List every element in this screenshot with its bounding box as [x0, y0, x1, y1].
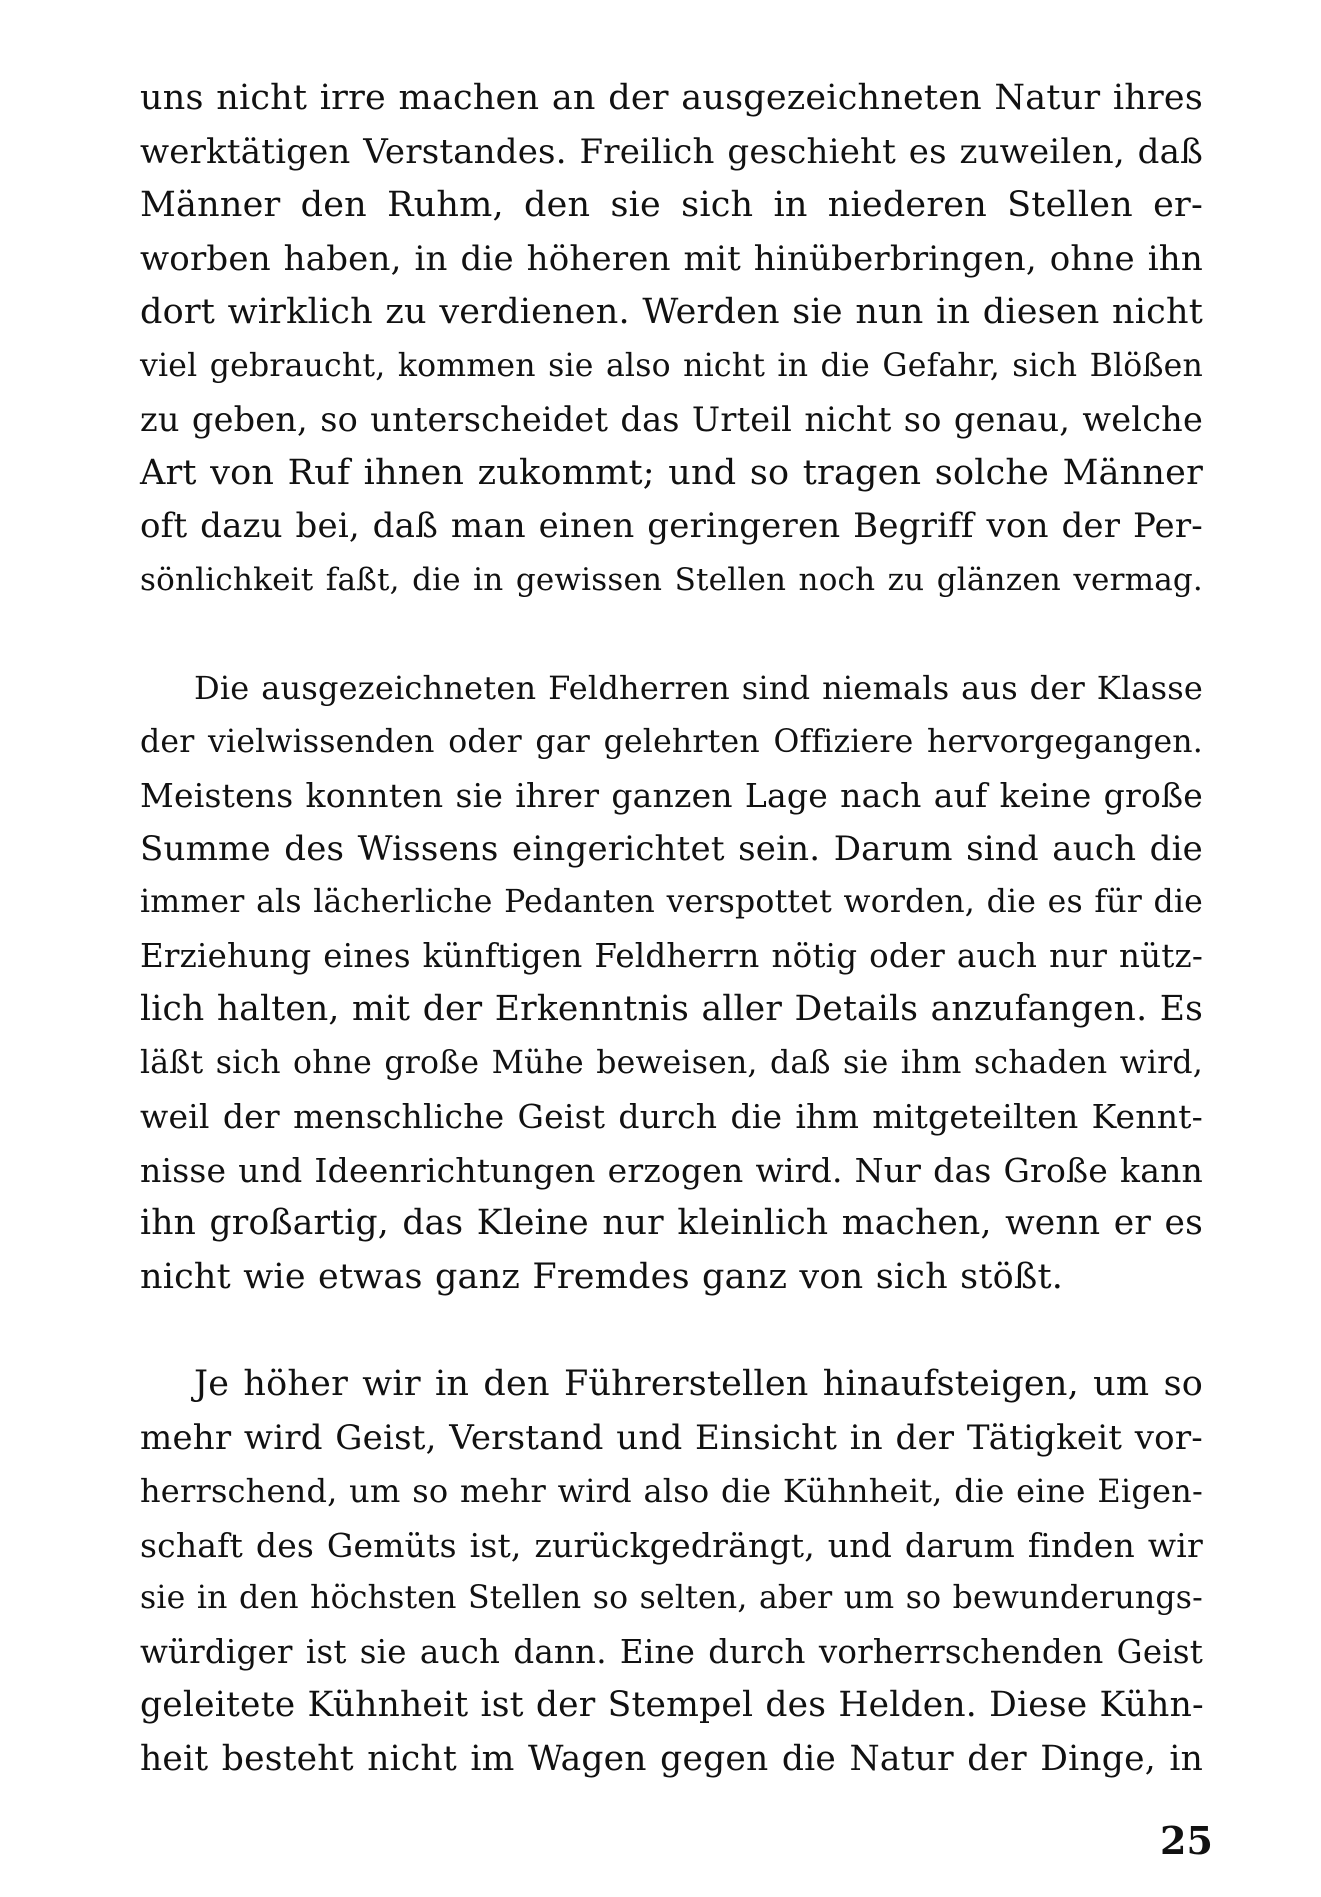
- text-line: Erziehung eines künftigen Feldherrn nötig oder auch nur nütz-: [140, 936, 1203, 975]
- text-line: Art von Ruf ihnen zukommt; und so tragen solche Männer: [140, 452, 1203, 493]
- text-line: sönlichkeit faßt, die in gewissen Stellen noch zu glänzen vermag.: [140, 561, 1203, 598]
- paragraph-1: [140, 72, 1203, 607]
- text-line: dort wirklich zu verdienen. Werden sie nun in diesen nicht: [140, 292, 1203, 332]
- text-line: oft dazu bei, daß man einen geringeren Begriff von der Per-: [140, 506, 1203, 546]
- text-line: der vielwissenden oder gar gelehrten Offiziere hervorgegangen.: [140, 723, 1203, 760]
- text-line: würdiger ist sie auch dann. Eine durch vorherrschenden Geist: [140, 1632, 1203, 1671]
- text-line: mehr wird Geist, Verstand und Einsicht in der Tätigkeit vor-: [140, 1417, 1203, 1458]
- text-line: Die ausgezeichneten Feldherren sind niemals aus der Klasse: [194, 669, 1203, 707]
- text-line: schaft des Gemüts ist, zurückgedrängt, und darum finden wir: [140, 1525, 1203, 1565]
- text-line: nicht wie etwas ganz Fremdes ganz von sich stößt.: [140, 1256, 1064, 1297]
- text-line: nisse und Ideenrichtungen erzogen wird. Nur das Große kann: [140, 1150, 1203, 1190]
- text-line: viel gebraucht, kommen sie also nicht in die Gefahr, sich Blößen: [140, 347, 1203, 384]
- text-line: Je höher wir in den Führerstellen hinaufsteigen, um so: [194, 1364, 1203, 1404]
- text-line: uns nicht irre machen an der ausgezeichneten Natur ihres: [140, 78, 1203, 118]
- paragraph-3: [140, 1358, 1203, 1786]
- text-line: läßt sich ohne große Mühe beweisen, daß sie ihm schaden wird,: [140, 1044, 1203, 1081]
- text-line: lich halten, mit der Erkenntnis aller Details anzufangen. Es: [140, 989, 1203, 1029]
- text-line: herrschend, um so mehr wird also die Kühnheit, die eine Eigen-: [140, 1472, 1203, 1510]
- page-number: 25: [1160, 1818, 1213, 1863]
- text-line: Summe des Wissens eingerichtet sein. Darum sind auch die: [140, 828, 1203, 869]
- text-line: zu geben, so unterscheidet das Urteil nicht so genau, welche: [140, 400, 1203, 439]
- text-line: heit besteht nicht im Wagen gegen die Natur der Dinge, in: [140, 1738, 1203, 1779]
- text-line: sie in den höchsten Stellen so selten, aber um so bewunderungs-: [140, 1580, 1203, 1616]
- text-line: werktätigen Verstandes. Freilich geschieht es zuweilen, daß: [140, 131, 1203, 172]
- text-line: Männer den Ruhm, den sie sich in niederen Stellen er-: [140, 185, 1203, 225]
- paragraph-2: [140, 662, 1203, 1304]
- text-line: worben haben, in die höheren mit hinüberbringen, ohne ihn: [140, 238, 1203, 279]
- text-line: geleitete Kühnheit ist der Stempel des Helden. Diese Kühn-: [140, 1685, 1204, 1725]
- text-line: Meistens konnten sie ihrer ganzen Lage nach auf keine große: [140, 776, 1203, 815]
- text-line: weil der menschliche Geist durch die ihm mitgeteilten Kennt-: [140, 1097, 1203, 1136]
- text-line: immer als lächerliche Pedanten verspottet worden, die es für die: [140, 884, 1203, 920]
- text-line: ihn großartig, das Kleine nur kleinlich machen, wenn er es: [140, 1203, 1203, 1243]
